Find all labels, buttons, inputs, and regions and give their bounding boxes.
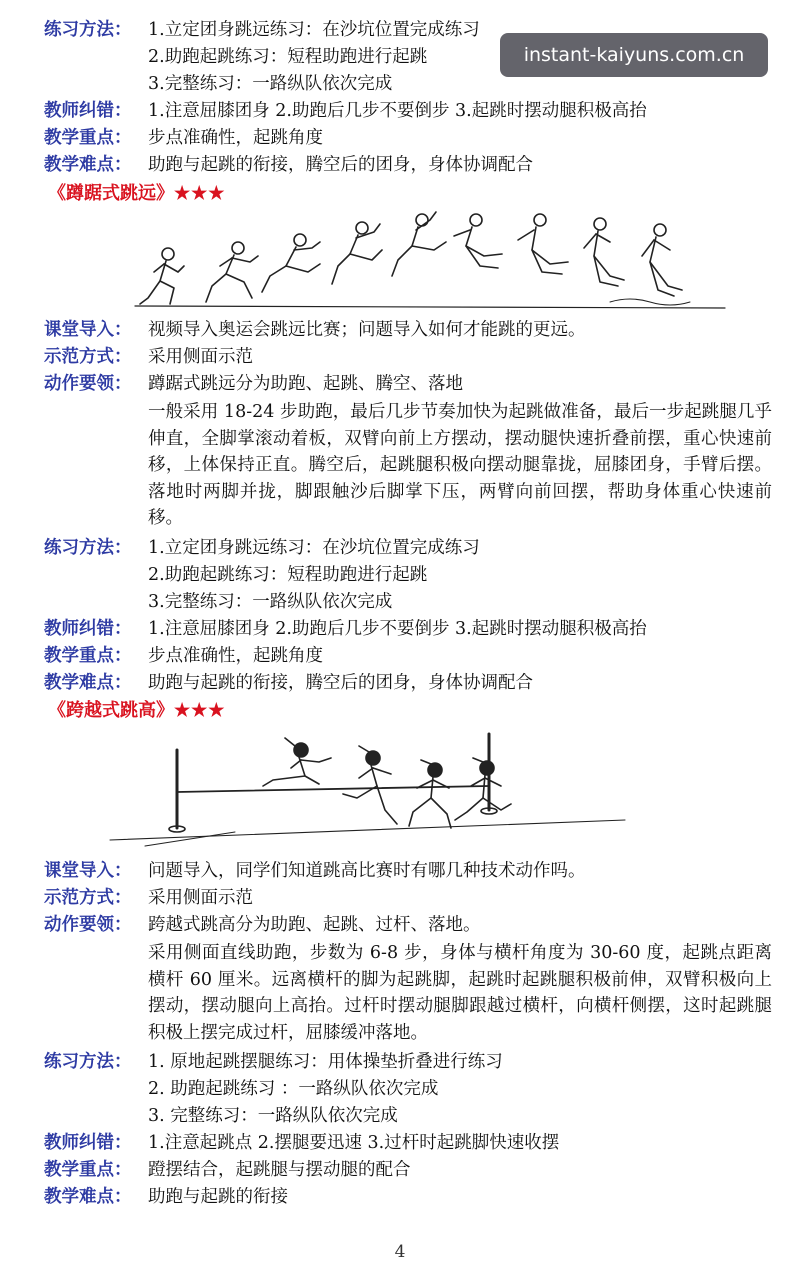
practice-method-row [44,535,480,562]
practice-item: 1.立定团身跳远练习：在沙坑位置完成练习 [148,20,480,40]
class-intro-text: 问题导入，同学们知道跳高比赛时有哪几种技术动作吗。 [148,861,586,881]
teaching-difficulty-text: 助跑与起跳的衔接 [148,1187,288,1207]
teaching-difficulty-row [44,152,533,179]
teaching-difficulty-row [44,1184,288,1211]
practice-method-label: 练习方法： [44,538,132,558]
teaching-difficulty-label: 教学难点： [44,673,132,693]
teacher-correction-row [44,1130,559,1157]
long-jump-illustration [130,206,730,314]
demo-method-row [44,885,253,912]
teacher-correction-label: 教师纠错： [44,619,132,639]
practice-method-row [44,17,480,44]
practice-method-label: 练习方法： [44,1052,132,1072]
teaching-difficulty-row [44,670,533,697]
practice-method-label: 练习方法： [44,20,132,40]
section-title-text: 《蹲踞式跳远》 [48,183,174,204]
watermark-overlay: instant-kaiyuns.com.cn [500,33,768,77]
teaching-difficulty-text: 助跑与起跳的衔接，腾空后的团身，身体协调配合 [148,155,533,175]
practice-item: 3.完整练习：一路纵队依次完成 [148,74,393,94]
teacher-correction-text: 1.注意屈膝团身 2.助跑后几步不要倒步 3.起跳时摆动腿积极高抬 [148,619,647,639]
practice-item: 3. 完整练习：一路纵队依次完成 [148,1106,398,1126]
teaching-key-label: 教学重点： [44,1160,132,1180]
action-essentials-paragraph: 一般采用 18-24 步助跑，最后几步节奏加快为起跳做准备，最后一步起跳腿几乎伸直，全脚掌滚动着板，双臂向前上方摆动，摆动腿快速折叠前摆，重心快速前移，上体保持正直。腾空后，起跳腿积极向摆动腿靠拢，屈膝团身，手臂后摆。落地时两脚并拢，脚跟触沙后脚掌下压，两臂向前回摆，帮助身体重心快速前移。 [148,402,772,529]
teaching-key-row [44,125,323,152]
action-essentials-label: 动作要领： [44,374,132,394]
teacher-correction-label: 教师纠错： [44,101,132,121]
action-essentials-paragraph: 采用侧面直线助跑，步数为 6-8 步，身体与横杆角度为 30-60 度，起跳点距离横杆 60 厘米。远离横杆的脚为起跳脚，起跳时起跳腿积极前伸，双臂积极向上摆动，摆动腿向上高抬。过杆时摆动腿脚跟越过横杆，向横杆侧摆，这时起跳腿积极上摆完成过杆，屈膝缓冲落地。 [148,943,772,1043]
demo-method-text: 采用侧面示范 [148,888,253,908]
section-title-long-jump [48,180,225,208]
class-intro-text: 视频导入奥运会跳远比赛；问题导入如何才能跳的更远。 [148,320,586,340]
high-jump-illustration [105,728,635,852]
action-essentials-text: 蹲踞式跳远分为助跑、起跳、腾空、落地 [148,374,463,394]
practice-method-row [44,1049,503,1076]
teaching-key-text: 蹬摆结合，起跳腿与摆动腿的配合 [148,1160,411,1180]
practice-item: 1. 原地起跳摆腿练习：用体操垫折叠进行练习 [148,1052,503,1072]
practice-item: 2.助跑起跳练习：短程助跑进行起跳 [148,565,428,585]
teaching-difficulty-label: 教学难点： [44,1187,132,1207]
action-essentials-row [44,912,481,939]
practice-item: 1.立定团身跳远练习：在沙坑位置完成练习 [148,538,480,558]
teacher-correction-row [44,98,647,125]
teacher-correction-label: 教师纠错： [44,1133,132,1153]
practice-item: 3.完整练习：一路纵队依次完成 [148,592,393,612]
practice-item: 2.助跑起跳练习：短程助跑进行起跳 [148,47,428,67]
teaching-key-label: 教学重点： [44,128,132,148]
demo-method-label: 示范方式： [44,347,132,367]
page-number: 4 [394,1242,406,1262]
practice-item: 2. 助跑起跳练习 ：一路纵队依次完成 [148,1079,439,1099]
demo-method-label: 示范方式： [44,888,132,908]
demo-method-row [44,344,253,371]
teaching-difficulty-label: 教学难点： [44,155,132,175]
section-title-text: 《跨越式跳高》 [48,700,174,721]
class-intro-row [44,858,586,885]
teacher-correction-row [44,616,647,643]
class-intro-label: 课堂导入： [44,320,132,340]
demo-method-text: 采用侧面示范 [148,347,253,367]
action-essentials-row [44,371,463,398]
class-intro-row [44,317,586,344]
teaching-key-text: 步点准确性，起跳角度 [148,646,323,666]
teaching-key-text: 步点准确性，起跳角度 [148,128,323,148]
action-essentials-label: 动作要领： [44,915,132,935]
teaching-key-row [44,643,323,670]
rating-stars: ★★★ [174,700,226,721]
teacher-correction-text: 1.注意起跳点 2.摆腿要迅速 3.过杆时起跳脚快速收摆 [148,1133,560,1153]
teaching-key-row [44,1157,411,1184]
class-intro-label: 课堂导入： [44,861,132,881]
teaching-difficulty-text: 助跑与起跳的衔接，腾空后的团身，身体协调配合 [148,673,533,693]
teacher-correction-text: 1.注意屈膝团身 2.助跑后几步不要倒步 3.起跳时摆动腿积极高抬 [148,101,647,121]
rating-stars: ★★★ [174,183,226,204]
action-essentials-text: 跨越式跳高分为助跑、起跳、过杆、落地。 [148,915,481,935]
teaching-key-label: 教学重点： [44,646,132,666]
section-title-high-jump [48,697,225,725]
